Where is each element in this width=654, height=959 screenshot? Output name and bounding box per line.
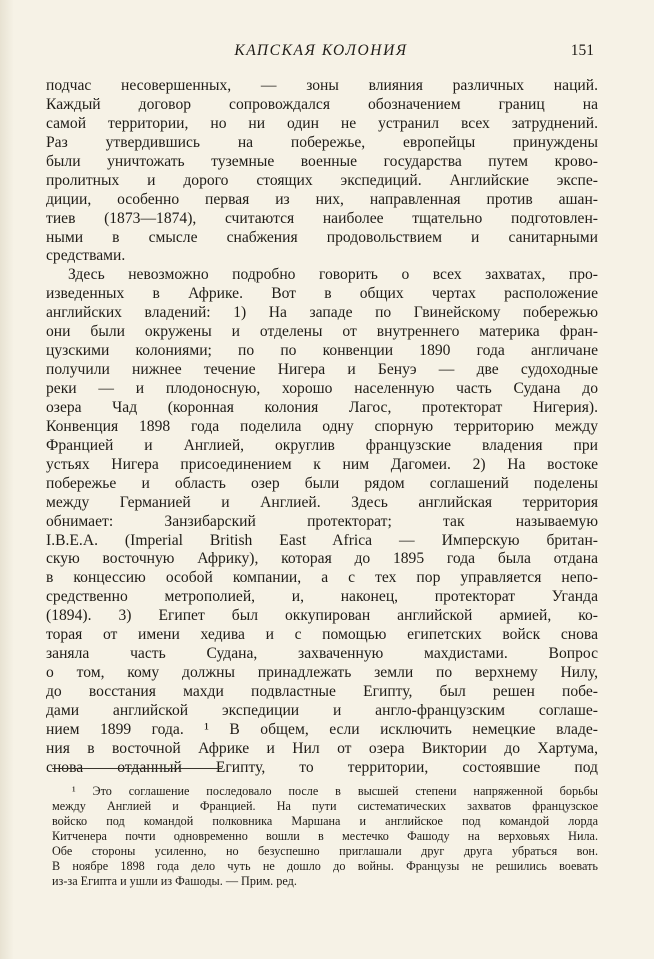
text-line: Конвенция 1898 года поделила одну спорную территорию между [46,417,598,435]
footnote-line: из-за Египта и ушли из Фашоды. — Прим. ред. [52,874,297,888]
text-line: о том, кому должны принадлежать земли по верхнему Нилу, [46,664,598,682]
footnote-line: Китченера почти одновременно вошли в местечко Фашоду на верховьях Нила. [52,829,598,843]
text-line: торая от имени хедива и с помощью египетских войск снова [46,626,598,644]
text-line: они были окружены и отделены от внутреннего материка фран- [46,323,598,341]
text-line: устьях Нигера присоединением к ним Дагомеи. 2) На востоке [46,455,598,473]
text-line: цузскими колониями; по по конвенции 1890 года англичане [46,342,598,360]
text-line: диции, особенно первая из них, направленная против ашан- [46,190,598,208]
text-line: до восстания махди подвластные Египту, был решен побе- [46,683,598,700]
text-line: подчас несовершенных, — зоны влияния различных наций. [46,77,598,94]
footnote-line: ¹ Это соглашение последовало после в высшей степени напряженной борьбы [72,784,598,798]
text-line: снова отданный Египту, то территории, состоявшие под [46,758,598,776]
page-edge-shadow [0,0,14,959]
text-line: I.B.E.A. (Imperial British East Africa — Имперскую британ- [46,531,598,549]
text-line: в концессию особой компании, а с тех пор управляется непо- [46,569,598,587]
text-line: реки — и плодоносную, хорошо населенную часть Судана до [46,380,598,397]
footnote [52,784,598,889]
text-line: обнимает: Занзибарский протекторат; так называемую [46,512,598,530]
text-line: побережье и область озер были рядом соглашений поделены [46,474,598,492]
text-line: (1894). 3) Египет был оккупирован английской армией, ко- [46,607,598,625]
text-line: тиев (1873—1874), считаются наиболее тщательно подготовлен- [46,209,598,227]
text-line: скую восточную Африку), которая до 1895 года была отдана [46,550,598,568]
text-line: Каждый договор сопровождался обозначением границ на [46,95,598,113]
running-head [48,42,594,62]
text-line: озера Чад (коронная колония Лагос, протекторат Нигерия). [46,398,598,416]
footnote-line: Обе стороны усиленно, но безуспешно приглашали друг друга убраться вон. [52,844,598,858]
text-line: изведенных в Африке. Вот в общих чертах расположение [46,285,598,303]
footnote-line: между Англией и Францией. На пути систематических захватов французское [52,799,598,813]
page-number: 151 [570,42,594,59]
text-line: средствами. [46,247,126,265]
text-line: Раз утвердившись на побережье, европейцы принуждены [46,133,598,151]
footnote-line: В ноябре 1898 года дело чуть не дошло до войны. Французы не решились воевать [52,859,598,873]
footnote-separator [52,768,222,769]
text-line: ными в смысле снабжения продовольствием и санитарными [46,228,598,246]
text-line: были уничтожать туземные военные государства путем крово- [46,152,598,170]
body-text [46,77,598,778]
paragraph-start-line: Здесь невозможно подробно говорить о всех захватах, про- [68,266,598,284]
text-line: заняла часть Судана, захваченную махдистами. Вопрос [46,645,598,663]
footnote-line: войско под командой полковника Маршана и английское под командой лорда [52,814,598,828]
text-line: Францией и Англией, округлив французские владения при [46,436,598,454]
text-line: средственно метрополией, и, наконец, протекторат Уганда [46,588,598,606]
text-line: самой территории, но ни один не устранил всех затруднений. [46,114,598,132]
text-line: дами английской экспедиции и англо-французским соглаше- [46,701,598,719]
text-line: пролитных и дорого стоящих экспедиций. Английские экспе- [46,171,598,189]
text-line: получили нижнее течение Нигера и Бенуэ — две судоходные [46,361,598,379]
text-line: английских владений: 1) На западе по Гвинейскому побережью [46,304,598,322]
text-line: нием 1899 года. ¹ В общем, если исключить немецкие владе- [46,720,598,738]
chapter-title: КАПСКАЯ КОЛОНИЯ [234,42,408,59]
text-line: ния в восточной Африке и Нил от озера Виктории до Хартума, [46,739,598,757]
text-line: между Германией и Англией. Здесь английская территория [46,493,598,511]
